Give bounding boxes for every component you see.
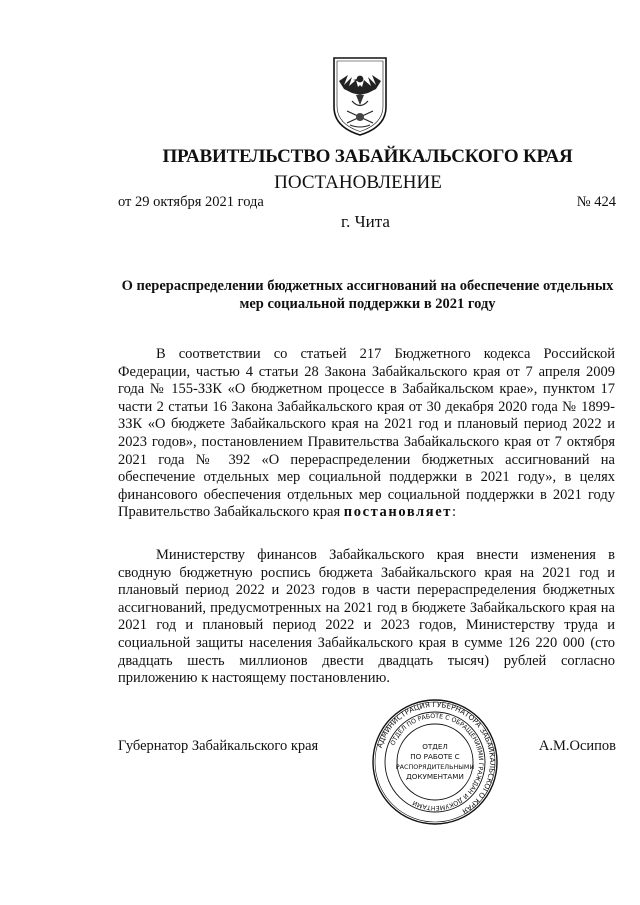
stamp-outer-text: АДМИНИСТРАЦИЯ ГУБЕРНАТОРА ЗАБАЙКАЛЬСКОГО КРАЯ	[374, 699, 498, 817]
paragraph-2-text: Министерству финансов Забайкальского края внести изменения в сводную бюджетную роспись бюджета Забайкальского края на 2021 год и плановый период 2022 и 2023 годов в части перераспределения бюджетных ассигнований, предусмотренных на 2021 год в бюджете Забайкальского края на 2021 год и плановый период 2022 и 2023 годов, Министерству труда и социальной защиты населения Забайкальского края в сумме 126 220 000 (сто двадцать шесть миллионов двести двадцать тысяч) рублей согласно приложению к настоящему постановлению.	[118, 547, 615, 687]
body-paragraph-2	[118, 547, 615, 688]
coat-of-arms-icon	[330, 55, 390, 137]
document-title: О перераспределении бюджетных ассигнований на обеспечение отдельных мер социальной поддержки в 2021 году	[121, 278, 614, 312]
stamp-center-line-2: ПО РАБОТЕ С	[410, 752, 460, 761]
decree-word: постановляет	[343, 504, 452, 521]
signature-name: А.М.Осипов	[538, 738, 616, 754]
paragraph-1-text: В соответствии со статьей 217 Бюджетного кодекса Российской Федерации, частью 4 статьи 28 Закона Забайкальского края от 7 апреля 2009 года № 155-ЗЗК «О бюджетном процессе в Забайкальском крае», пунктом 17 части 2 статьи 16 Закона Забайкальского края от 30 декабря 2020 года № 1899-ЗЗК «О бюджете Забайкальского края на 2021 год и плановый период 2022 и 2023 годов», постановлением Правительства Забайкальского края от 7 октября 2021 года № 392 «О перераспределении бюджетных ассигнований на обеспечение отдельных мер социальной поддержки в 2021 году», в целях финансового обеспечения отдельных мер социальной поддержки в 2021 году Правительство Забайкальского края	[118, 346, 615, 521]
document-number: № 424	[576, 194, 616, 210]
signature-position: Губернатор Забайкальского края	[118, 738, 319, 754]
government-title: ПРАВИТЕЛЬСТВО ЗАБАЙКАЛЬСКОГО КРАЯ	[162, 146, 573, 167]
stamp-inner-text: ОТДЕЛ ПО РАБОТЕ С ОБРАЩЕНИЯМИ ГРАЖДАН И ДОКУМЕНТАМИ	[389, 712, 485, 812]
stamp-center-line-1: ОТДЕЛ	[422, 742, 448, 751]
body-paragraph-1	[118, 346, 615, 522]
stamp-center-line-3: РАСПОРЯДИТЕЛЬНЫМИ	[395, 763, 475, 771]
stamp-center-line-4: ДОКУМЕНТАМИ	[406, 772, 464, 781]
decree-colon: :	[452, 504, 457, 521]
document-type: ПОСТАНОВЛЕНИЕ	[274, 172, 442, 193]
document-date: от 29 октября 2021 года	[118, 194, 264, 210]
document-city: г. Чита	[341, 212, 390, 231]
official-stamp-icon	[370, 697, 500, 827]
